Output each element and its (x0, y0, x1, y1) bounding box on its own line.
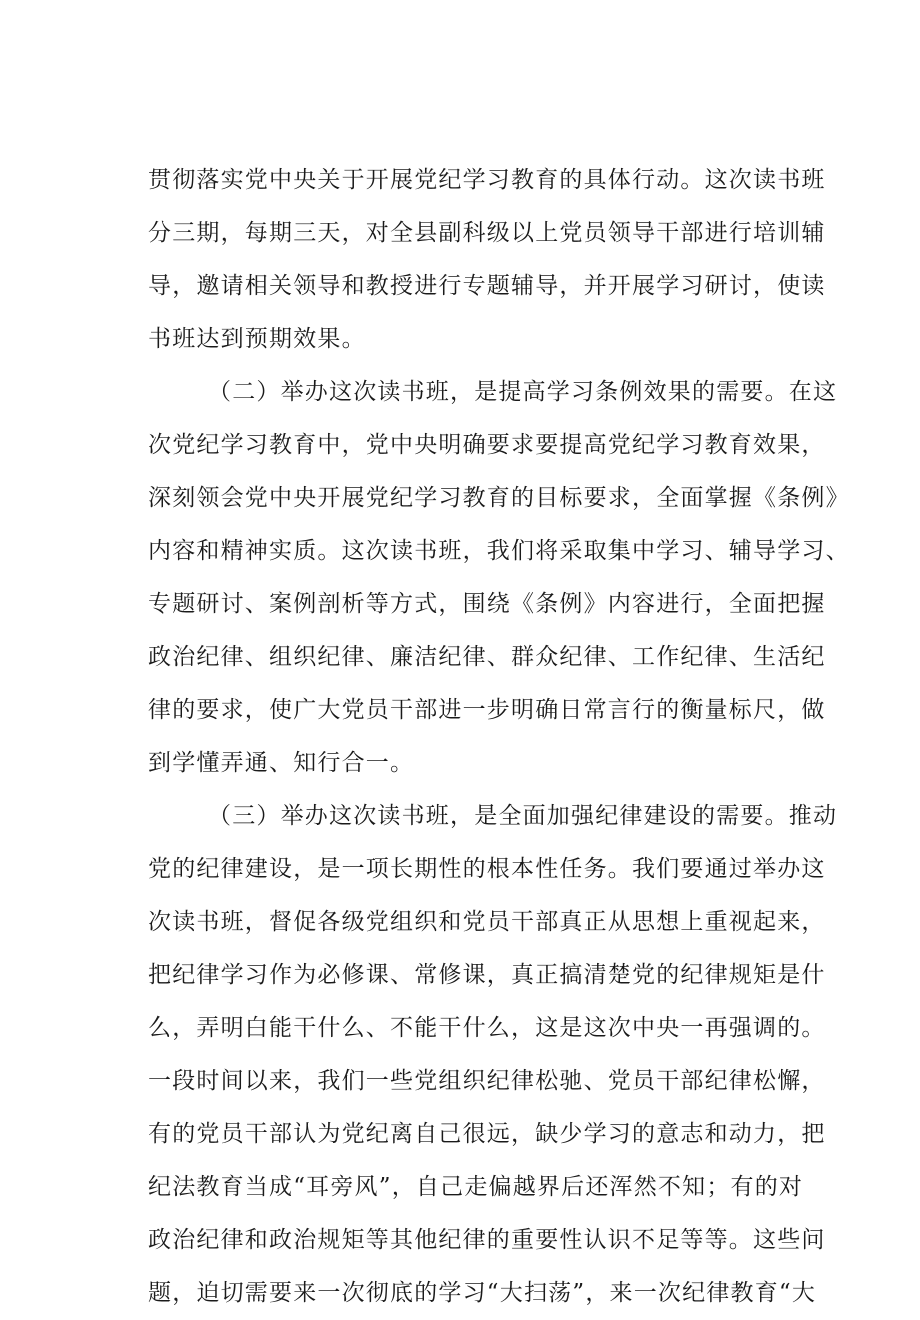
text-line: 把纪律学习作为必修课、常修课，真正搞清楚党的纪律规矩是什 (148, 962, 826, 988)
text-line: 分三期，每期三天，对全县副科级以上党员领导干部进行培训辅 (148, 220, 826, 246)
text-line: （二）举办这次读书班，是提高学习条例效果的需要。在这 (208, 379, 838, 405)
text-line: 律的要求，使广大党员干部进一步明确日常言行的衡量标尺，做 (148, 697, 826, 723)
text-line: 到学懂弄通、知行合一。 (148, 750, 415, 776)
text-line: 书班达到预期效果。 (148, 326, 366, 352)
text-line: 次读书班，督促各级党组织和党员干部真正从思想上重视起来， (148, 909, 826, 935)
text-line: 纪法教育当成“耳旁风”，自己走偏越界后还浑然不知；有的对 (148, 1174, 804, 1200)
text-line: 政治纪律和政治规矩等其他纪律的重要性认识不足等等。这些问 (148, 1227, 826, 1253)
text-line: 一段时间以来，我们一些党组织纪律松驰、党员干部纪律松懈， (148, 1068, 826, 1094)
text-line: 题，迫切需要来一次彻底的学习“大扫荡”，来一次纪律教育“大 (148, 1280, 817, 1306)
text-line: 专题研讨、案例剖析等方式，围绕《条例》内容进行，全面把握 (148, 591, 826, 617)
text-line: （三）举办这次读书班，是全面加强纪律建设的需要。推动 (208, 803, 838, 829)
paragraph-1 (148, 154, 828, 366)
text-line: 政治纪律、组织纪律、廉洁纪律、群众纪律、工作纪律、生活纪 (148, 644, 826, 670)
paragraph-3 (148, 790, 838, 1320)
text-line: 次党纪学习教育中，党中央明确要求要提高党纪学习教育效果， (148, 432, 826, 458)
text-line: 么，弄明白能干什么、不能干什么，这是这次中央一再强调的。 (148, 1015, 826, 1041)
text-line: 深刻领会党中央开展党纪学习教育的目标要求，全面掌握《条例》 (148, 485, 850, 511)
text-line: 贯彻落实党中央关于开展党纪学习教育的具体行动。这次读书班 (148, 167, 826, 193)
text-line: 导，邀请相关领导和教授进行专题辅导，并开展学习研讨，使读 (148, 273, 826, 299)
text-line: 党的纪律建设，是一项长期性的根本性任务。我们要通过举办这 (148, 856, 826, 882)
document-body (148, 154, 850, 1320)
paragraph-2 (148, 366, 850, 790)
text-line: 有的党员干部认为党纪离自己很远，缺少学习的意志和动力，把 (148, 1121, 826, 1147)
text-line: 内容和精神实质。这次读书班，我们将采取集中学习、辅导学习、 (148, 538, 850, 564)
